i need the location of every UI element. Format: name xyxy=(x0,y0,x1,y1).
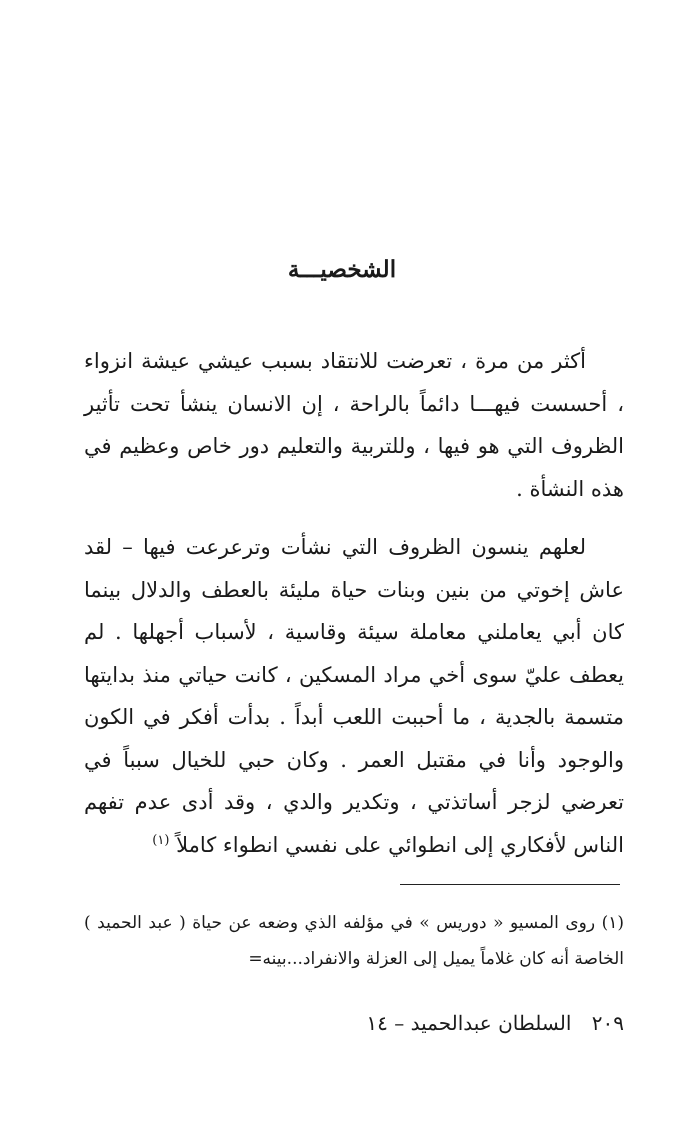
chapter-title: الشخصيـــة xyxy=(287,256,397,283)
paragraph-2-text: لعلهم ينسون الظروف التي نشأت وترعرعت فيها – لقد عاش إخوتي من بنين وبنات حياة مليئة بالعطف والدلال بينما كان أبي يعاملني معاملة سيئة وقاسية ، لأسباب أجهلها . لم يعطف عليّ سوى أخي مراد المسكين ، كانت حياتي منذ بدايتها متسمة بالجدية ، ما أحببت اللعب أبداً . بدأت أفكر في الكون والوجود وأنا في مقتبل العمر . وكان حبي للخيال سبباً في تعرضي لزجر أساتذتي ، وتكدير والدي ، وقد أدى عدم تفهم الناس لأفكاري إلى انطوائي على نفسي انطواء كاملاً xyxy=(84,535,624,857)
body-text xyxy=(84,340,624,866)
footnote: (١) روى المسيو « دوريس » في مؤلفه الذي وضعه عن حياة ( عبد الحميد ) الخاصة أنه كان غلاماً يميل إلى العزلة والانفراد...بينه= xyxy=(84,913,624,969)
footnote-divider xyxy=(400,884,620,885)
paragraph-1: أكثر من مرة ، تعرضت للانتقاد بسبب عيشي عيشة انزواء ، أحسست فيهـــا دائماً بالراحة ، إن الانسان ينشأ تحت تأثير الظروف التي هو فيها ، وللتربية والتعليم دور خاص وعظيم في هذه النشأة . xyxy=(84,349,624,501)
footnote-reference: (١) xyxy=(152,832,170,848)
running-head: السلطان عبدالحميد – ١٤ xyxy=(366,1011,572,1035)
paragraph-2 xyxy=(84,526,624,866)
page-footer xyxy=(84,1008,624,1038)
page-number: ٢٠٩ xyxy=(591,1011,624,1035)
